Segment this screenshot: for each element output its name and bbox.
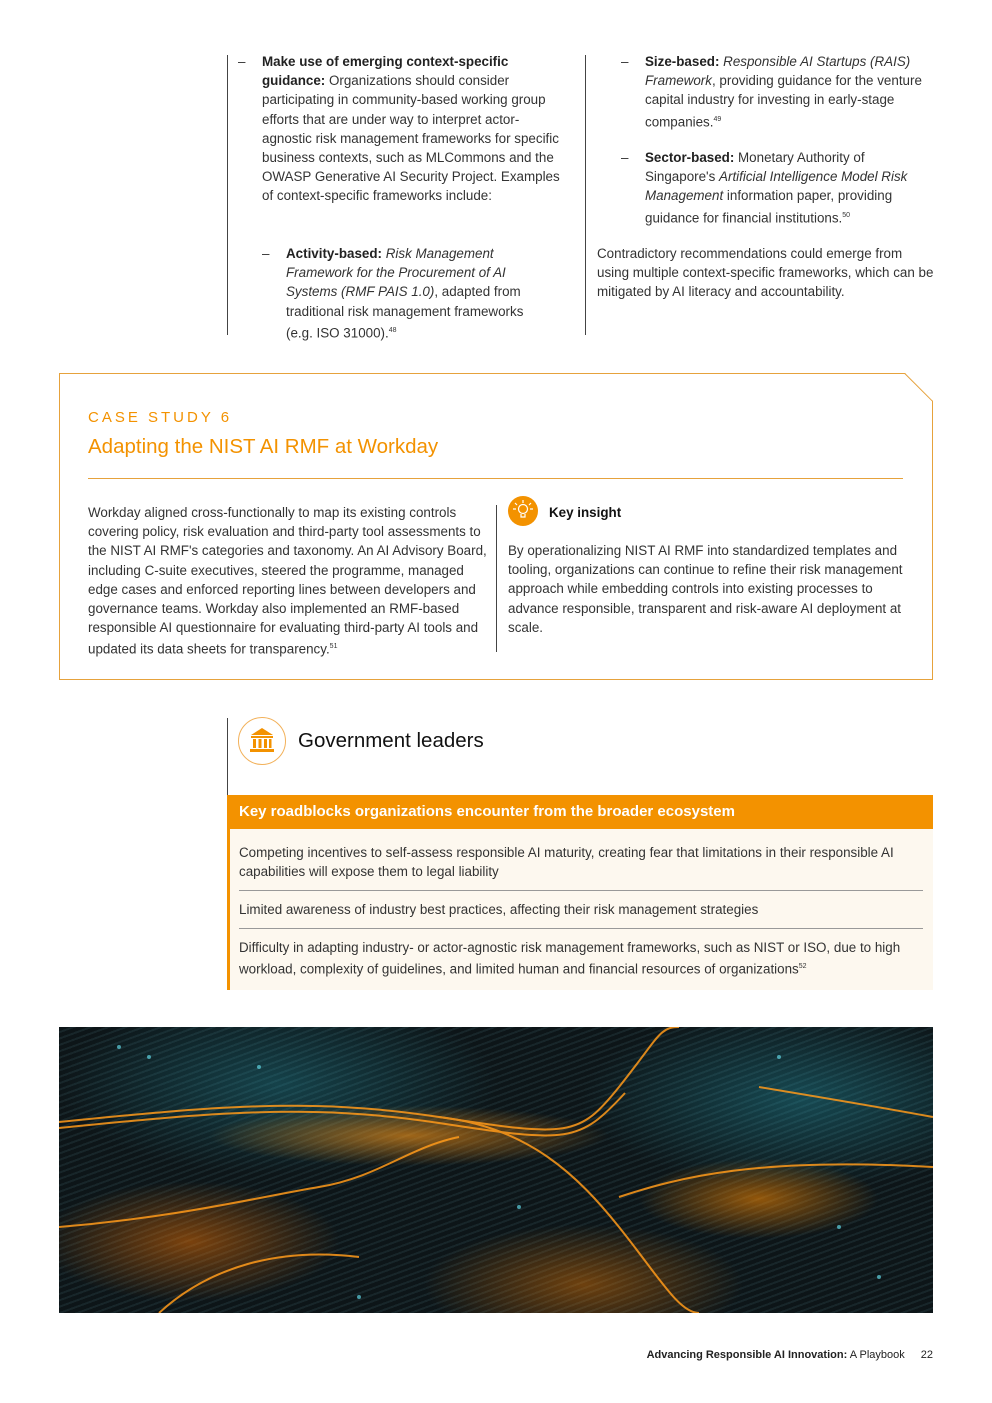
key-insight-title: Key insight	[549, 505, 622, 520]
roadblock-item: Difficulty in adapting industry- or actor-agnostic risk management frameworks, such as NIST or ISO, due to high workload, complexity of guidelines, and limited human and financial resources of organizations$^{52}$	[239, 940, 901, 977]
column-divider	[227, 55, 228, 335]
circuit-board-image	[59, 1027, 933, 1313]
case-study-body: Workday aligned cross-functionally to map its existing controls covering policy, risk evaluation and third-party tool assessments to the NIST AI RMF's categories and taxonomy. An AI Advisory Board, including C-suite executives, steered the programme, managed edge cases and enforced reporting lines between developers and governance teams. Workday also implemented an RMF-based responsible AI questionnaire for evaluating third-party AI tools and updated its data sheets for transparency.$^{51}$	[88, 505, 487, 657]
column-divider	[585, 55, 586, 335]
footer: Advancing Responsible AI Innovation: A Playbook 22	[646, 1349, 933, 1361]
bullet-size-based: – Size-based: Responsible AI Startups (RAIS) Framework, providing guidance for the venture capital industry for investing in early-stage companies.$^{49}$	[621, 54, 922, 130]
roadblock-item: Limited awareness of industry best practices, affecting their risk management strategies	[239, 902, 759, 917]
insight-divider	[496, 505, 497, 652]
roadblock-item: Competing incentives to self-assess responsible AI maturity, creating fear that limitations in their responsible AI capabilities will expose them to legal liability	[239, 845, 894, 880]
case-study-title: Adapting the NIST AI RMF at Workday	[88, 435, 439, 458]
bullet-activity-based: – Activity-based: Risk Management Framework for the Procurement of AI Systems (RMF PAIS 1.0), adapted from traditional risk management frameworks (e.g. ISO 31000).$^{48}$	[262, 246, 524, 341]
government-building-icon	[238, 717, 286, 765]
divider	[88, 478, 903, 479]
page-number: 22	[920, 1349, 933, 1361]
roadblocks-list	[227, 829, 933, 990]
contradictory-paragraph: Contradictory recommendations could emerge from using multiple context-specific frameworks, which can be mitigated by AI literacy and accountability.	[597, 246, 934, 300]
section-line	[227, 718, 228, 795]
lightbulb-icon	[508, 496, 538, 526]
bullet-context-guidance: – Make use of emerging context-specific guidance: Organizations should consider participating in community-based working group efforts that are under way to interpret actor-agnostic risk management frameworks for specific business contexts, such as MLCommons and the OWASP Generative AI Security Project. Examples of context-specific frameworks include:	[238, 54, 560, 204]
row-divider	[239, 928, 923, 929]
case-study-label: CASE STUDY 6	[88, 409, 233, 426]
key-insight-text: By operationalizing NIST AI RMF into standardized templates and tooling, organizations can continue to refine their risk management approach while embedding controls into existing processes to advance responsible, transparent and risk-aware AI deployment at scale.	[508, 543, 903, 635]
roadblocks-header: Key roadblocks organizations encounter from the broader ecosystem	[227, 795, 933, 829]
bullet-sector-based: – Sector-based: Monetary Authority of Singapore's Artificial Intelligence Model Risk Management information paper, providing guidance for financial institutions.$^{50}$	[621, 150, 908, 226]
row-divider	[239, 890, 923, 891]
government-leaders-title: Government leaders	[298, 729, 484, 752]
